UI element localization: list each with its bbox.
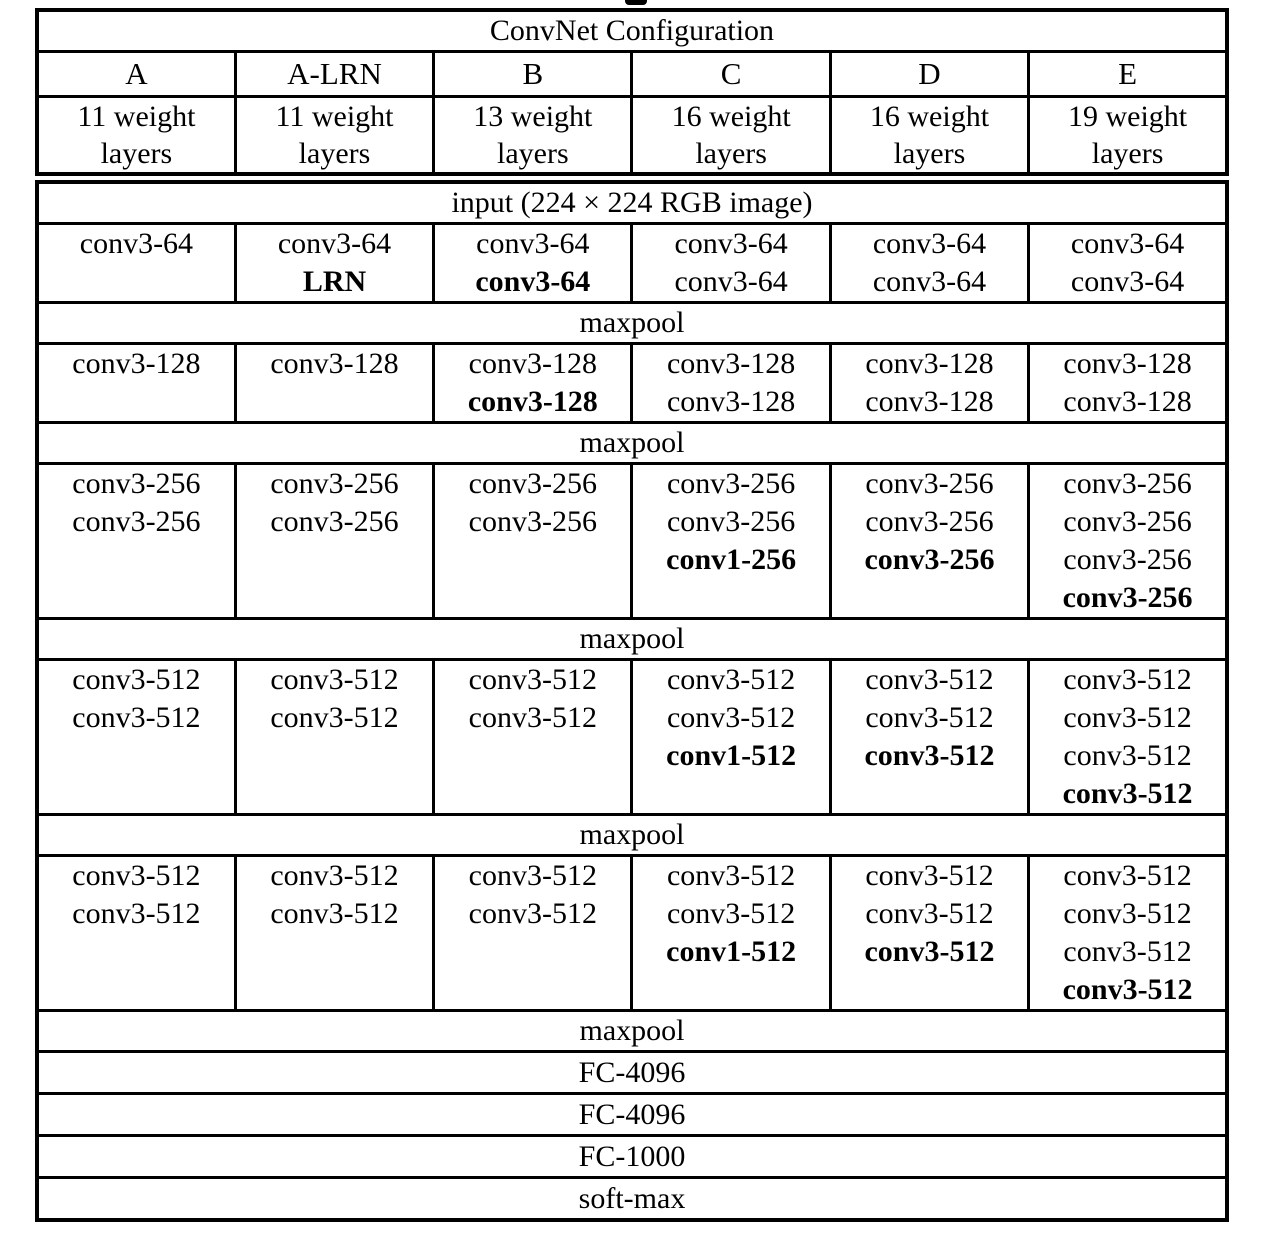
layer-conv3-512: conv3-512 <box>865 663 994 696</box>
convnet-config-header-table <box>35 8 1229 176</box>
config-cell-B <box>434 856 632 1011</box>
input-row <box>37 182 1227 224</box>
layer-conv3-512: conv3-512 <box>1062 973 1193 1006</box>
config-cell-D <box>830 224 1028 303</box>
title-row <box>37 10 1227 52</box>
maxpool-label: maxpool <box>37 815 1227 856</box>
fc-4096-row-2 <box>37 1094 1227 1136</box>
conv-block-2-row <box>37 344 1227 423</box>
config-cell-A-LRN <box>235 224 433 303</box>
config-cell-A <box>37 344 235 423</box>
depth-line: 13 weight <box>473 100 593 133</box>
cropped-caption-artifact <box>625 0 647 5</box>
layer-conv3-64: conv3-64 <box>872 265 987 298</box>
config-cell-B <box>434 660 632 815</box>
input-label: input (224 × 224 RGB image) <box>37 182 1227 224</box>
layer-conv3-128: conv3-128 <box>468 347 597 380</box>
layer-conv3-128: conv3-128 <box>666 347 796 380</box>
config-cell-E <box>1029 344 1227 423</box>
maxpool-label: maxpool <box>37 1011 1227 1052</box>
layer-conv3-128: conv3-128 <box>467 385 598 418</box>
column-header-B: B <box>434 52 632 97</box>
layer-conv3-512: conv3-512 <box>468 701 597 734</box>
layer-conv3-256: conv3-256 <box>72 467 201 500</box>
layer-conv3-64: conv3-64 <box>1070 265 1185 298</box>
depth-line: 11 weight <box>77 100 196 133</box>
depth-line: layers <box>695 137 767 170</box>
maxpool-label: maxpool <box>37 423 1227 464</box>
config-cell-C <box>632 344 830 423</box>
layer-conv3-512: conv3-512 <box>864 739 995 772</box>
depth-cell-B <box>434 97 632 175</box>
column-header-A: A <box>37 52 235 97</box>
convnet-config-body-table <box>35 180 1229 1222</box>
layer-conv3-512: conv3-512 <box>864 935 995 968</box>
depth-cell-E <box>1029 97 1227 175</box>
softmax-label: soft-max <box>37 1178 1227 1221</box>
config-cell-C <box>632 856 830 1011</box>
layer-conv3-64: conv3-64 <box>872 227 987 260</box>
maxpool-label: maxpool <box>37 303 1227 344</box>
config-cell-A <box>37 464 235 619</box>
depth-line: layers <box>100 137 173 170</box>
config-cell-A-LRN <box>235 660 433 815</box>
layer-conv3-512: conv3-512 <box>666 859 796 892</box>
config-cell-A-LRN <box>235 464 433 619</box>
depth-line: 19 weight <box>1067 100 1188 133</box>
fc-1000-label: FC-1000 <box>37 1136 1227 1178</box>
config-cell-C <box>632 224 830 303</box>
depth-line: 16 weight <box>869 100 990 133</box>
conv-block-1-row <box>37 224 1227 303</box>
depth-line: layers <box>893 137 966 170</box>
config-cell-E <box>1029 224 1227 303</box>
layer-conv3-512: conv3-512 <box>72 859 201 892</box>
config-cell-E <box>1029 660 1227 815</box>
softmax-row <box>37 1178 1227 1221</box>
layer-conv1-512: conv1-512 <box>666 935 797 968</box>
layer-conv3-64: conv3-64 <box>476 227 590 260</box>
layer-conv3-512: conv3-512 <box>1063 701 1192 734</box>
layer-conv3-512: conv3-512 <box>468 897 597 930</box>
layer-conv3-512: conv3-512 <box>1063 859 1192 892</box>
layer-conv3-64: conv3-64 <box>674 227 788 260</box>
fc-4096-label: FC-4096 <box>37 1052 1227 1094</box>
layer-conv3-512: conv3-512 <box>468 859 597 892</box>
layer-conv3-256: conv3-256 <box>468 467 597 500</box>
fc-4096-label: FC-4096 <box>37 1094 1227 1136</box>
conv-block-3-row <box>37 464 1227 619</box>
maxpool-row-5 <box>37 1011 1227 1052</box>
fc-4096-row-1 <box>37 1052 1227 1094</box>
conv-block-5-row <box>37 856 1227 1011</box>
column-letters-row <box>37 52 1227 97</box>
depth-cell-C <box>632 97 830 175</box>
config-cell-E <box>1029 464 1227 619</box>
layer-conv1-256: conv1-256 <box>666 543 797 576</box>
layer-conv3-512: conv3-512 <box>865 897 994 930</box>
layer-conv3-512: conv3-512 <box>1063 935 1192 968</box>
config-cell-D <box>830 660 1028 815</box>
layer-conv3-512: conv3-512 <box>666 663 796 696</box>
column-header-D: D <box>830 52 1028 97</box>
layer-conv3-64: conv3-64 <box>1070 227 1185 260</box>
depth-cell-A <box>37 97 235 175</box>
depth-cell-D <box>830 97 1028 175</box>
layer-conv3-256: conv3-256 <box>1062 581 1193 614</box>
layer-conv3-256: conv3-256 <box>1063 467 1192 500</box>
layer-conv3-256: conv3-256 <box>1063 505 1192 538</box>
layer-conv3-512: conv3-512 <box>270 663 399 696</box>
layer-conv3-256: conv3-256 <box>1063 543 1192 576</box>
layer-conv3-512: conv3-512 <box>72 701 201 734</box>
config-cell-C <box>632 660 830 815</box>
depth-line: 11 weight <box>275 100 394 133</box>
layer-conv3-256: conv3-256 <box>865 505 994 538</box>
column-header-A-LRN: A-LRN <box>235 52 433 97</box>
config-cell-C <box>632 464 830 619</box>
layer-conv3-512: conv3-512 <box>1063 739 1192 772</box>
depth-cell-A-LRN <box>235 97 433 175</box>
layer-conv3-128: conv3-128 <box>72 347 201 380</box>
layer-conv3-64: conv3-64 <box>79 227 194 260</box>
config-cell-D <box>830 464 1028 619</box>
layer-conv3-128: conv3-128 <box>1063 385 1192 418</box>
fc-1000-row <box>37 1136 1227 1178</box>
depth-line: 16 weight <box>671 100 791 133</box>
layer-conv3-64: conv3-64 <box>674 265 788 298</box>
config-cell-A-LRN <box>235 344 433 423</box>
config-cell-D <box>830 856 1028 1011</box>
config-cell-A <box>37 224 235 303</box>
layer-conv3-512: conv3-512 <box>865 859 994 892</box>
depth-row <box>37 97 1227 175</box>
layer-conv3-512: conv3-512 <box>468 663 597 696</box>
layer-conv3-64: conv3-64 <box>277 227 392 260</box>
layer-conv3-128: conv3-128 <box>1063 347 1192 380</box>
maxpool-row-3 <box>37 619 1227 660</box>
layer-conv3-128: conv3-128 <box>865 385 994 418</box>
depth-line: layers <box>1091 137 1164 170</box>
layer-conv3-256: conv3-256 <box>864 543 995 576</box>
depth-line: layers <box>497 137 569 170</box>
config-cell-B <box>434 344 632 423</box>
layer-conv3-512: conv3-512 <box>666 701 796 734</box>
table-title: ConvNet Configuration <box>37 10 1227 52</box>
layer-conv3-512: conv3-512 <box>270 859 399 892</box>
config-cell-B <box>434 464 632 619</box>
layer-conv3-512: conv3-512 <box>666 897 796 930</box>
depth-line: layers <box>298 137 371 170</box>
layer-conv3-512: conv3-512 <box>270 701 399 734</box>
layer-conv3-512: conv3-512 <box>72 897 201 930</box>
layer-conv3-512: conv3-512 <box>1062 777 1193 810</box>
maxpool-row-2 <box>37 423 1227 464</box>
config-cell-A <box>37 856 235 1011</box>
layer-conv3-512: conv3-512 <box>1063 663 1192 696</box>
layer-conv3-512: conv3-512 <box>270 897 399 930</box>
layer-conv3-128: conv3-128 <box>666 385 796 418</box>
conv-block-4-row <box>37 660 1227 815</box>
config-cell-E <box>1029 856 1227 1011</box>
layer-conv3-512: conv3-512 <box>865 701 994 734</box>
layer-conv3-512: conv3-512 <box>72 663 201 696</box>
layer-conv3-256: conv3-256 <box>468 505 597 538</box>
config-cell-A-LRN <box>235 856 433 1011</box>
layer-conv3-128: conv3-128 <box>270 347 399 380</box>
layer-conv3-512: conv3-512 <box>1063 897 1192 930</box>
config-cell-D <box>830 344 1028 423</box>
layer-LRN: LRN <box>302 265 367 298</box>
config-cell-A <box>37 660 235 815</box>
column-header-C: C <box>632 52 830 97</box>
maxpool-row-1 <box>37 303 1227 344</box>
maxpool-row-4 <box>37 815 1227 856</box>
maxpool-label: maxpool <box>37 619 1227 660</box>
layer-conv3-256: conv3-256 <box>270 467 399 500</box>
layer-conv3-256: conv3-256 <box>72 505 201 538</box>
layer-conv3-256: conv3-256 <box>270 505 399 538</box>
layer-conv1-512: conv1-512 <box>666 739 797 772</box>
config-cell-B <box>434 224 632 303</box>
layer-conv3-256: conv3-256 <box>666 505 796 538</box>
layer-conv3-256: conv3-256 <box>666 467 796 500</box>
column-header-E: E <box>1029 52 1227 97</box>
layer-conv3-64: conv3-64 <box>475 265 591 298</box>
layer-conv3-256: conv3-256 <box>865 467 994 500</box>
layer-conv3-128: conv3-128 <box>865 347 994 380</box>
